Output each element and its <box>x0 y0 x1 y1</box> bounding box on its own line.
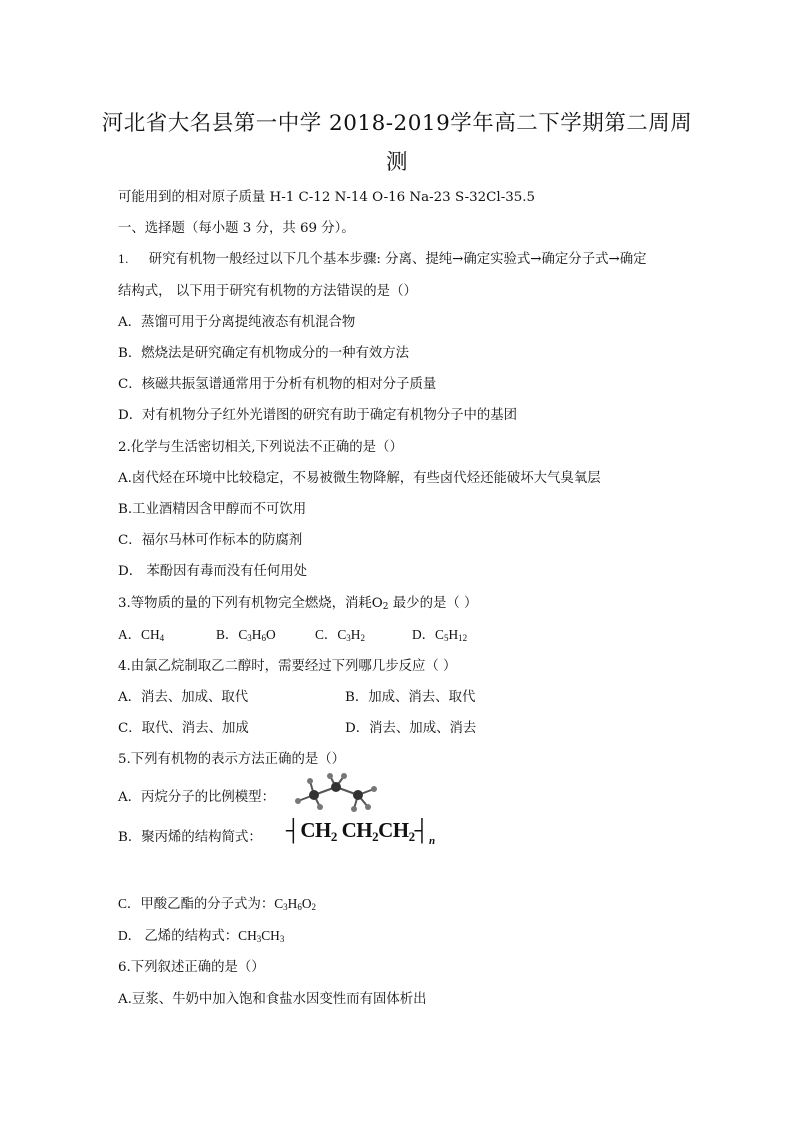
question-3-stem <box>118 592 477 611</box>
document-title-line-2: 测 <box>385 150 408 175</box>
question-6-option-a: A.豆浆、牛奶中加入饱和食盐水因变性而有固体析出 <box>118 992 427 1007</box>
question-2-option-a: A.卤代烃在环境中比较稳定，不易被微生物降解，有些卤代烃还能破坏大气臭氧层 <box>118 471 601 486</box>
question-5-option-a: A．丙烷分子的比例模型： <box>118 790 275 805</box>
question-3-option-a: A．$CH_4$ <box>118 627 165 643</box>
atomic-masses-note: 可能用到的相对原子质量 H-1 C-12 N-14 O-16 Na-23 S-32Cl-35.5 <box>118 190 536 205</box>
question-3-option-d: D．$C_5H_{12}$ <box>412 627 468 643</box>
question-1-stem-line-2: 结构式， 以下用于研究有机物的方法错误的是（） <box>118 284 417 299</box>
question-3-option-c: C．$C_3H_2$ <box>315 627 365 643</box>
question-5-option-d: D． 乙烯的结构式：$CH_3CH_3$ <box>118 928 285 944</box>
question-3-stem-text: 3.等物质的量的下列有机物完全燃烧，消耗O <box>118 596 383 611</box>
question-2-option-b: B.工业酒精因含甲醇而不可饮用 <box>118 502 307 517</box>
question-2-option-c: C．福尔马林可作标本的防腐剂 <box>118 533 303 548</box>
question-1-option-b: B．燃烧法是研究确定有机物成分的一种有效方法 <box>118 346 410 361</box>
question-4-stem: 4.由氯乙烷制取乙二醇时，需要经过下列哪几步反应（ ） <box>118 659 457 674</box>
question-5-option-b: B．聚丙烯的结构简式： <box>118 830 262 845</box>
question-4-option-a: A．消去、加成、取代 <box>118 690 249 705</box>
question-1-option-d: D．对有机物分子红外光谱图的研究有助于确定有机物分子中的基团 <box>118 408 518 423</box>
question-3-option-b: B．$C_3H_6O$ <box>216 627 276 643</box>
question-3-stem-subscript: 2 <box>382 602 389 612</box>
question-6-stem: 6.下列叙述正确的是（） <box>118 960 265 975</box>
document-title-line-1: 河北省大名县第一中学 2018-2019学年高二下学期第二周周 <box>101 111 693 136</box>
question-2-stem: 2.化学与生活密切相关,下列说法不正确的是（） <box>118 440 403 455</box>
question-5-stem: 5.下列有机物的表示方法正确的是（） <box>118 752 346 767</box>
question-4-option-b: B．加成、消去、取代 <box>345 690 476 705</box>
question-2-option-d: D． 苯酚因有毒而没有任何用处 <box>118 564 308 579</box>
question-1-option-c: C．核磁共振氢谱通常用于分析有机物的相对分子质量 <box>118 377 437 392</box>
question-4-option-c: C．取代、消去、加成 <box>118 721 249 736</box>
propane-ball-model-image <box>290 773 382 815</box>
question-1-option-a: A．蒸馏可用于分离提纯液态有机混合物 <box>118 315 356 330</box>
polypropylene-formula: $┤CH_2$ $CH_2CH_2┤_n$ <box>286 818 435 847</box>
question-4-option-d: D．消去、加成、消去 <box>345 721 477 736</box>
section-heading: 一、选择题（每小题 3 分，共 69 分）。 <box>118 221 355 236</box>
question-5-option-c: C．甲酸乙酯的分子式为：$C_3H_6O_2$ <box>118 896 317 912</box>
question-3-stem-end: 最少的是（ ） <box>388 596 478 611</box>
question-1-stem-line-1 <box>118 248 646 267</box>
question-1-number: 1. <box>118 253 129 266</box>
question-1-stem-text: 研究有机物一般经过以下几个基本步骤: 分离、提纯→确定实验式→确定分子式→确定 <box>148 252 647 267</box>
